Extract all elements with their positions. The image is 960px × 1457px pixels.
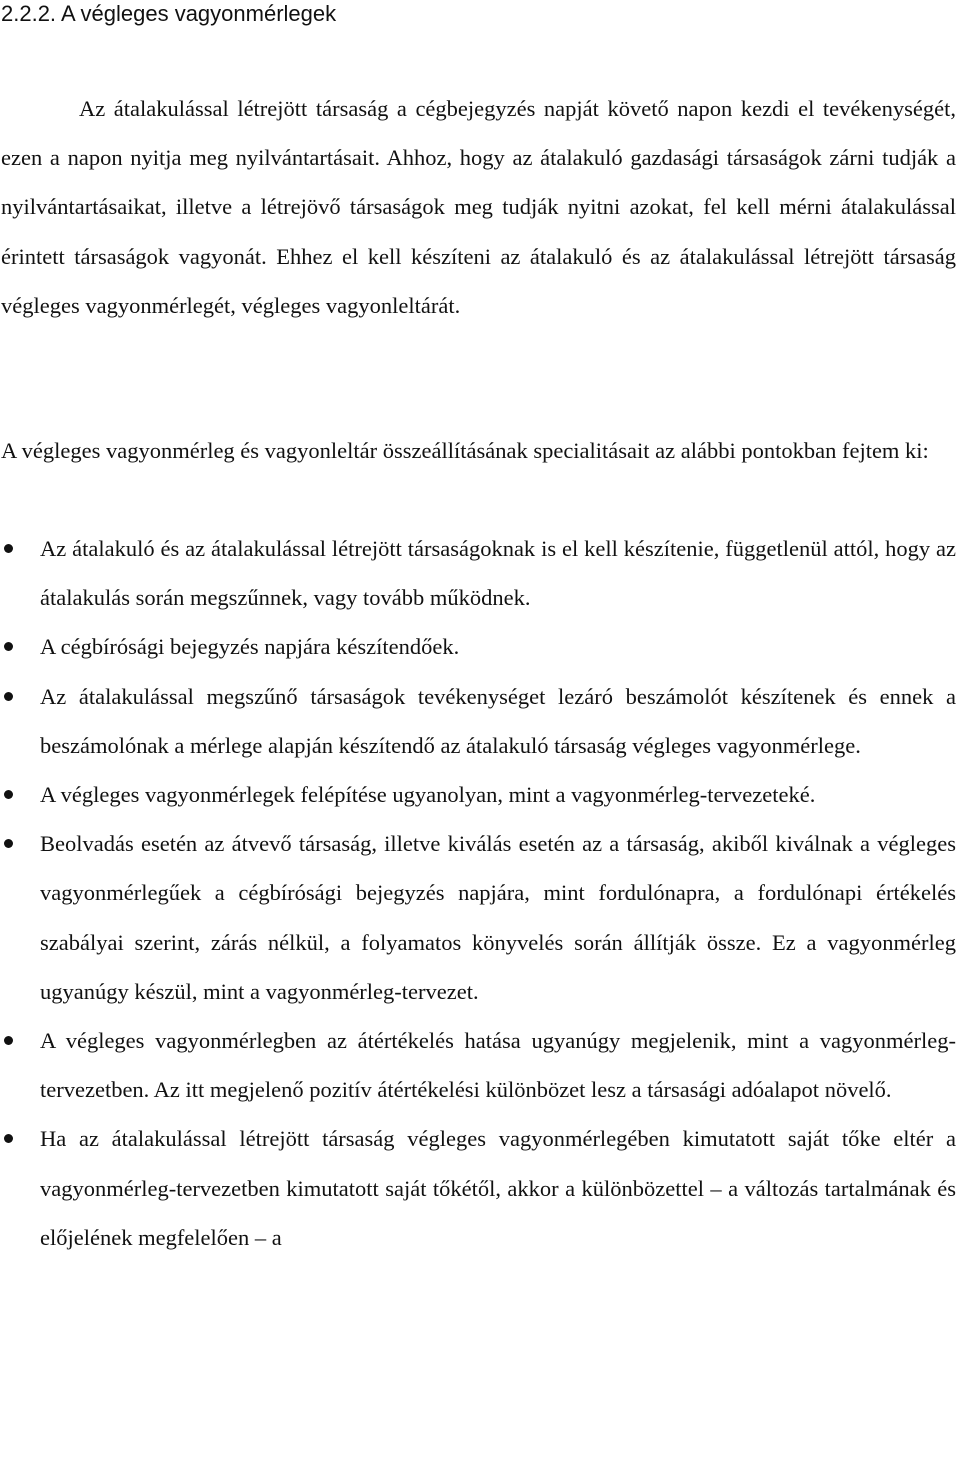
section-heading: 2.2.2. A végleges vagyonmérlegek: [1, 1, 337, 26]
list-item-text: Beolvadás esetén az átvevő társaság, illetve kiválás esetén az a társaság, akiből kiválnak a végleges vagyonmérlegűek a cégbírósági bejegyzés napjára, mint fordulónapra, a fordulónapi értékelés szabályai szerint, zárás nélkül, a folyamatos könyvelés során állítják össze. Ez a vagyonmérleg ugyanúgy készül, mint a vagyonmérleg-tervezet.: [40, 831, 956, 1004]
paragraph-list-intro: A végleges vagyonmérleg és vagyonleltár összeállításának specialitásait az alábbi pontokban fejtem ki:: [1, 438, 929, 463]
list-item: [0, 770, 956, 819]
bullet-icon: [4, 790, 13, 799]
paragraph-intro: Az átalakulással létrejött társaság a cégbejegyzés napját követő napon kezdi el tevékenységét, ezen a napon nyitja meg nyilvántartásait. Ahhoz, hogy az átalakuló gazdasági társaságok zárni tudják a nyilvántartásaikat, illetve a létrejövő társaságok meg tudják nyitni azokat, fel kell mérni átalakulással érintett társaságok vagyonát. Ehhez el kell készíteni az átalakuló és az átalakulással létrejött társaság végleges vagyonmérlegét, végleges vagyonleltárát.: [1, 96, 956, 318]
list-item-text: A végleges vagyonmérlegben az átértékelés hatása ugyanúgy megjelenik, mint a vagyonmérleg-tervezetben. Az itt megjelenő pozitív átértékelési különbözet lesz a társasági adóalapot növelő.: [40, 1028, 956, 1103]
bullet-list: [0, 524, 956, 1262]
list-item: [0, 622, 956, 671]
bullet-icon: [4, 839, 13, 848]
bullet-icon: [4, 544, 13, 553]
bullet-icon: [4, 642, 13, 651]
list-item-text: A cégbírósági bejegyzés napjára készítendőek.: [40, 634, 460, 660]
list-item: [0, 1114, 956, 1262]
list-item: [0, 1016, 956, 1114]
bullet-icon: [4, 1036, 13, 1045]
bullet-icon: [4, 1134, 13, 1143]
list-item: [0, 672, 956, 770]
list-item-text: Az átalakulással megszűnő társaságok tevékenységet lezáró beszámolót készítenek és ennek a beszámolónak a mérlege alapján készítendő az átalakuló társaság végleges vagyonmérlege.: [40, 683, 956, 758]
list-item: [0, 819, 956, 1016]
list-item-text: Az átalakuló és az átalakulással létrejött társaságoknak is el kell készítenie, függetlenül attól, hogy az átalakulás során megszűnnek, vagy tovább működnek.: [40, 536, 956, 611]
list-item-text: A végleges vagyonmérlegek felépítése ugyanolyan, mint a vagyonmérleg-tervezeteké.: [40, 782, 816, 808]
list-item: [0, 524, 956, 622]
list-item-text: Ha az átalakulással létrejött társaság végleges vagyonmérlegében kimutatott saját tőke eltér a vagyonmérleg-tervezetben kimutatott saját tőkétől, akkor a különbözettel – a változás tartalmának és előjelének megfelelően – a: [40, 1126, 956, 1250]
bullet-icon: [4, 692, 13, 701]
